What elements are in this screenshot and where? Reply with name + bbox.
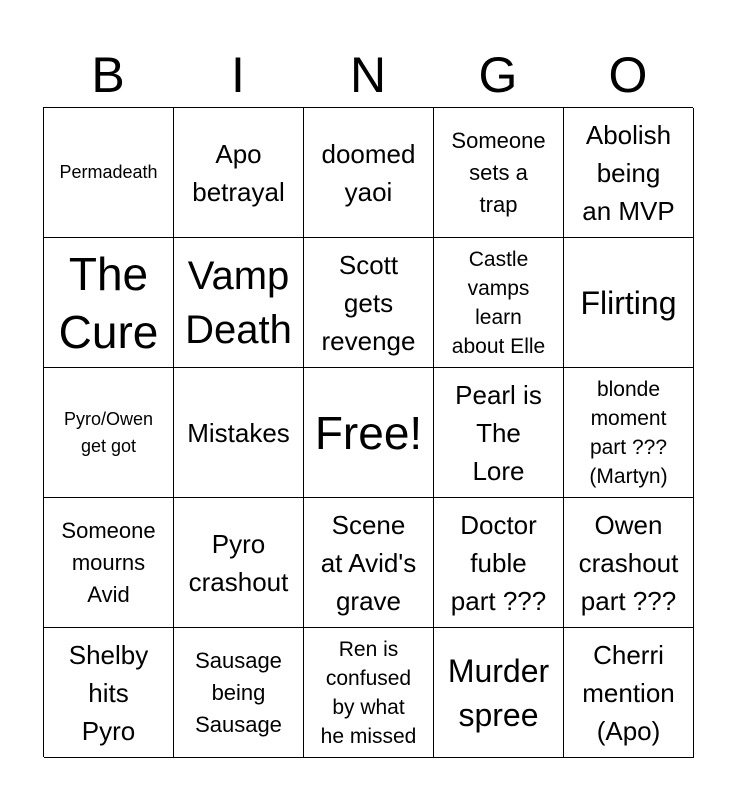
cell-label: Scott gets revenge [321, 249, 416, 356]
cell-label: Sausage being Sausage [195, 647, 282, 737]
bingo-cell[interactable] [564, 108, 694, 238]
cell-label: Doctor fuble part ??? [450, 509, 547, 616]
bingo-cell[interactable] [174, 108, 304, 238]
cell-label: Owen crashout part ??? [578, 509, 679, 616]
cell-label: Vamp Death [185, 253, 292, 352]
cell-label: Flirting [580, 284, 677, 321]
cell-label: Ren is confused by what he missed [320, 637, 417, 748]
bingo-board [43, 107, 693, 757]
cell-label: Cherri mention (Apo) [582, 639, 675, 746]
cell-label: Someone mourns Avid [61, 517, 156, 607]
cell-label: Pyro crashout [188, 528, 289, 597]
cell-label: Shelby hits Pyro [68, 639, 149, 746]
bingo-cell[interactable] [174, 498, 304, 628]
cell-label: The Cure [58, 247, 159, 358]
cell-label: Abolish being an MVP [582, 119, 675, 226]
cell-label: Castle vamps learn about Elle [451, 247, 546, 358]
header-letter-n: N [349, 47, 387, 103]
bingo-cell[interactable] [434, 498, 564, 628]
bingo-cell[interactable] [434, 368, 564, 498]
bingo-cell[interactable] [44, 108, 174, 238]
header-letter-g: G [478, 47, 518, 103]
bingo-cell[interactable] [174, 368, 304, 498]
cell-label: Apo betrayal [192, 138, 285, 207]
bingo-cell[interactable] [44, 498, 174, 628]
cell-label: Pyro/Owen get got [63, 408, 154, 456]
bingo-cell[interactable] [434, 238, 564, 368]
cell-label: Mistakes [187, 417, 290, 448]
cell-label: doomed yaoi [321, 138, 416, 207]
bingo-cell[interactable] [304, 498, 434, 628]
bingo-cell[interactable] [434, 108, 564, 238]
bingo-cell[interactable] [174, 238, 304, 368]
bingo-cell[interactable] [44, 238, 174, 368]
bingo-cell[interactable] [174, 628, 304, 758]
bingo-cell[interactable] [304, 108, 434, 238]
free-space[interactable] [304, 368, 434, 498]
bingo-cell[interactable] [44, 368, 174, 498]
bingo-cell[interactable] [304, 238, 434, 368]
cell-label: Permadeath [59, 162, 158, 182]
header-letter-i: I [231, 47, 245, 103]
bingo-header [43, 44, 693, 106]
cell-label: Scene at Avid's grave [320, 509, 417, 616]
cell-label: Free! [314, 406, 423, 459]
bingo-cell[interactable] [44, 628, 174, 758]
header-letter-o: O [608, 47, 648, 103]
bingo-cell[interactable] [434, 628, 564, 758]
header-letter-b: B [91, 47, 125, 103]
cell-label: Someone sets a trap [451, 127, 546, 217]
bingo-cell[interactable] [564, 498, 694, 628]
bingo-cell[interactable] [304, 628, 434, 758]
cell-label: blonde moment part ??? (Martyn) [589, 377, 668, 488]
cell-label: Pearl is The Lore [455, 379, 542, 486]
bingo-cell[interactable] [564, 628, 694, 758]
bingo-cell[interactable] [564, 238, 694, 368]
bingo-cell[interactable] [564, 368, 694, 498]
cell-label: Murder spree [447, 652, 550, 733]
